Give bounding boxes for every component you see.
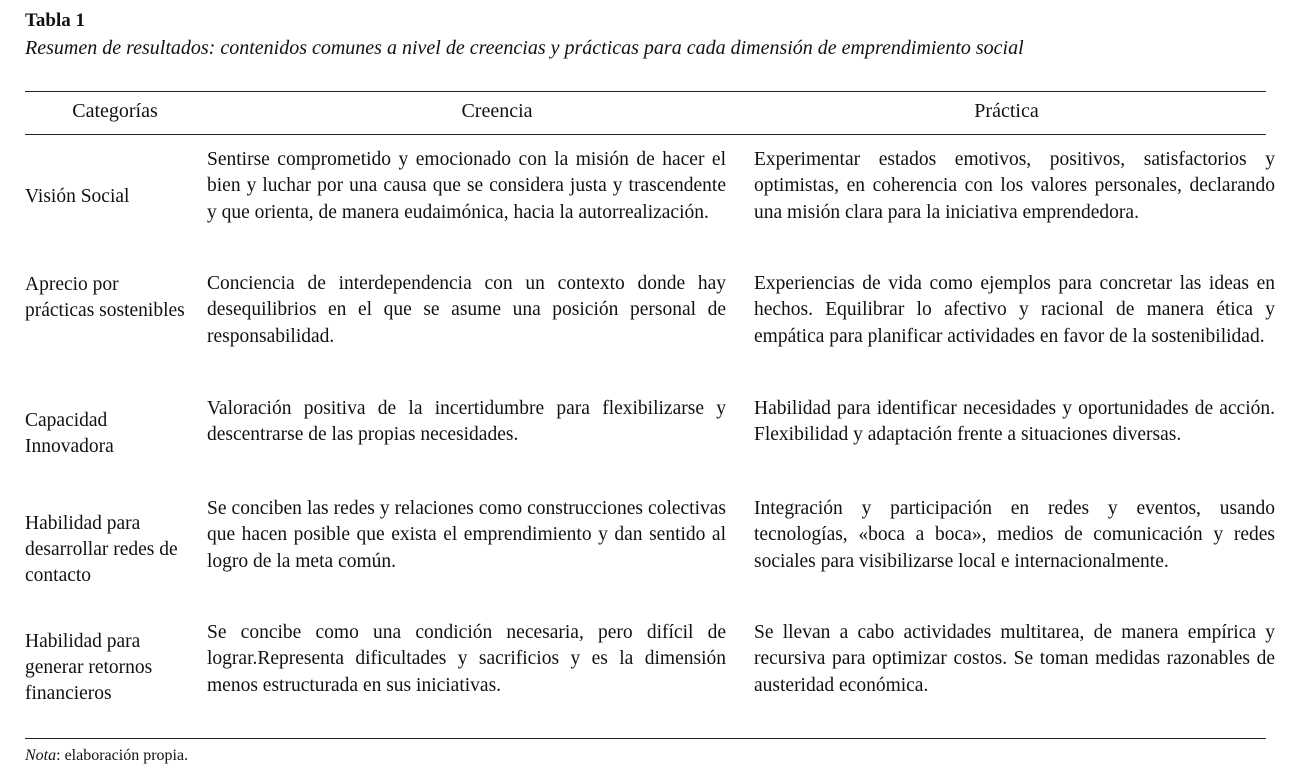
row-1-creencia: Sentirse comprometido y emocionado con la misión de hacer el bien y luchar por una causa que se considera justa y trascendente y que orienta, de manera eudaimónica, hacia la autorrealización. bbox=[207, 149, 726, 223]
row-1-practica: Experimentar estados emotivos, positivos, satisfactorios y optimistas, en coherencia con los valores personales, declarando una misión clara para la iniciativa emprendedora. bbox=[754, 149, 1275, 223]
row-2-creencia: Conciencia de interdependencia con un contexto donde hay desequilibrios en el que se asume una posición personal de responsabilidad. bbox=[207, 273, 726, 347]
row-2-practica: Experiencias de vida como ejemplos para concretar las ideas en hechos. Equilibrar lo afectivo y racional de manera ética y empática para planificar actividades en favor de la sostenibilidad. bbox=[754, 273, 1275, 347]
row-2-categoria: Aprecio por prácticas sostenibles bbox=[25, 274, 185, 321]
header-rule bbox=[25, 134, 1266, 135]
row-3-categoria: Capacidad Innovadora bbox=[25, 410, 114, 457]
row-5-practica: Se llevan a cabo actividades multitarea, de manera empírica y recursiva para optimizar costos. Se toman medidas razonables de austeridad económica. bbox=[754, 622, 1275, 696]
row-4-practica: Integración y participación en redes y eventos, usando tecnologías, «boca a boca», medios de comunicación y redes sociales para visibilizarse local e internacionalmente. bbox=[754, 498, 1275, 572]
header-practica: Práctica bbox=[974, 100, 1039, 122]
bottom-rule bbox=[25, 738, 1266, 739]
top-rule bbox=[25, 91, 1266, 92]
table-label: Tabla 1 bbox=[25, 10, 86, 31]
note-label: Nota bbox=[25, 747, 57, 764]
row-4-creencia: Se conciben las redes y relaciones como construcciones colectivas que hacen posible que exista el emprendimiento y dan sentido al logro de la meta común. bbox=[207, 498, 726, 572]
row-4-categoria: Habilidad para desarrollar redes de contacto bbox=[25, 513, 178, 586]
row-3-practica: Habilidad para identificar necesidades y oportunidades de acción. Flexibilidad y adaptación frente a situaciones diversas. bbox=[754, 398, 1275, 446]
header-creencia: Creencia bbox=[461, 100, 533, 122]
row-5-creencia: Se concibe como una condición necesaria, pero difícil de lograr.Representa dificultades y sacrificios y es la dimensión menos estructurada en sus iniciativas. bbox=[207, 622, 726, 696]
table-caption: Resumen de resultados: contenidos comunes a nivel de creencias y prácticas para cada dimensión de emprendimiento social bbox=[25, 37, 1024, 59]
header-categorias: Categorías bbox=[72, 100, 158, 122]
row-3-creencia: Valoración positiva de la incertidumbre para flexibilizarse y descentrarse de las propias necesidades. bbox=[207, 398, 726, 446]
note-text: : elaboración propia. bbox=[56, 747, 189, 764]
table-note bbox=[25, 745, 188, 767]
row-5-categoria: Habilidad para generar retornos financieros bbox=[25, 631, 153, 704]
row-1-categoria: Visión Social bbox=[25, 186, 130, 207]
